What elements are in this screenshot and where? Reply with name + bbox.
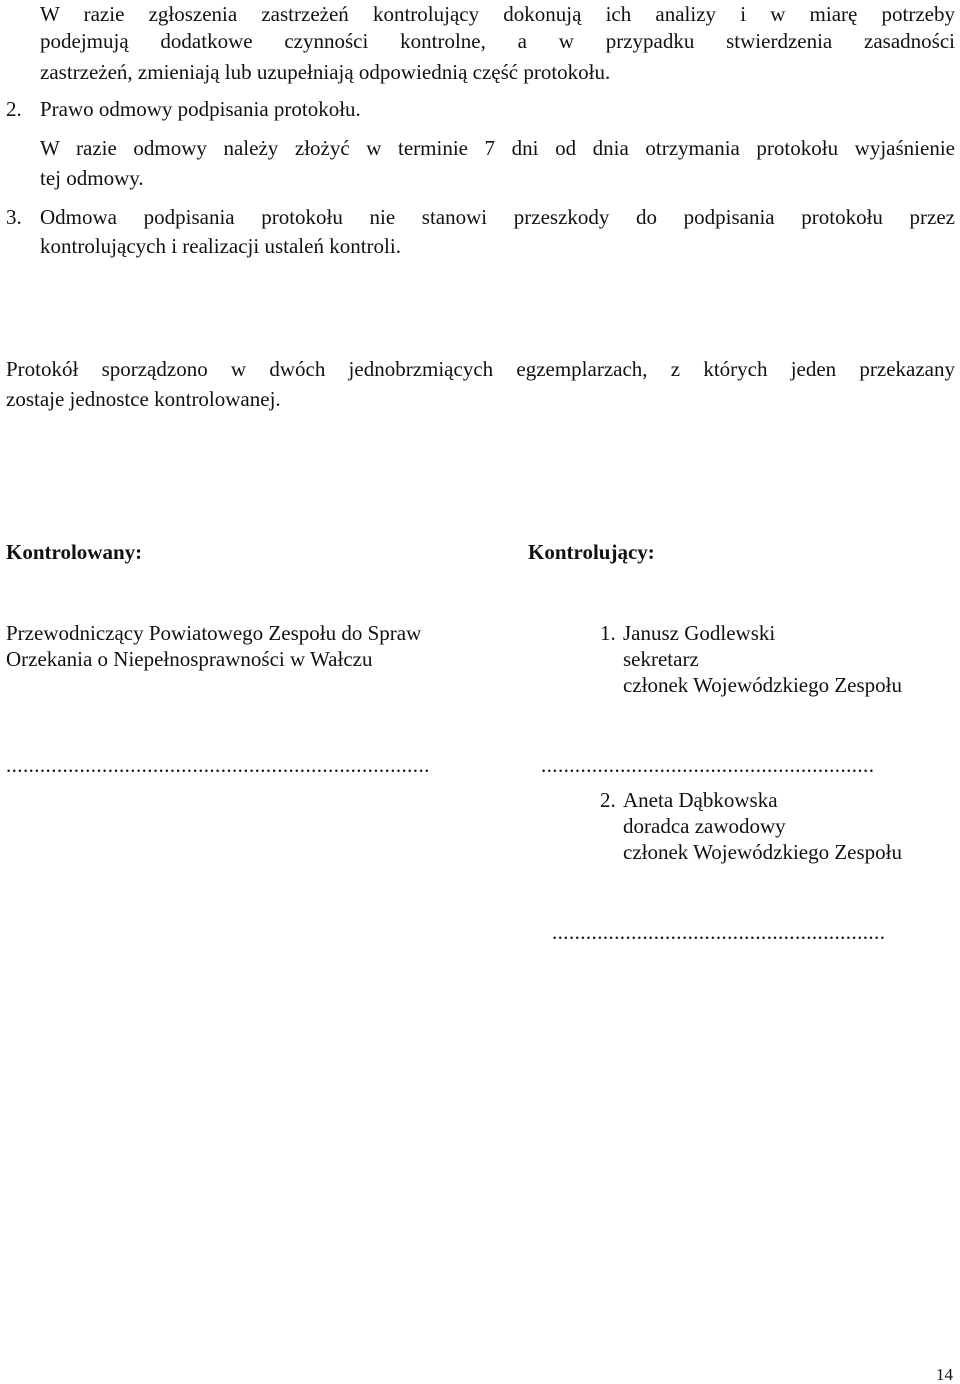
item-3-number: 3. <box>6 205 22 229</box>
intro-line-2: podejmują dodatkowe czynności kontrolne, a w przypadku stwierdzenia zasadności <box>40 29 955 53</box>
intro-line-3: zastrzeżeń, zmieniają lub uzupełniają odpowiednią część protokołu. <box>40 60 611 84</box>
item-2-body-line-1: W razie odmowy należy złożyć w terminie 7 dni od dnia otrzymania protokołu wyjaśnienie <box>40 136 955 160</box>
intro-line-1: W razie zgłoszenia zastrzeżeń kontrolujący dokonują ich analizy i w miarę potrzeby <box>40 2 955 26</box>
controlled-signature-line: ........................................................................... <box>6 753 430 777</box>
inspector-1-name: Janusz Godlewski <box>623 621 776 645</box>
item-2-number: 2. <box>6 97 22 121</box>
inspector-1-number: 1. <box>600 621 616 645</box>
inspector-1-signature-line: ........................................................... <box>541 753 875 777</box>
closing-line-1: Protokół sporządzono w dwóch jednobrzmiących egzemplarzach, z których jeden przekazany <box>6 357 955 381</box>
inspector-2-signature-line: ........................................................... <box>552 920 886 944</box>
inspector-2-number: 2. <box>600 788 616 812</box>
item-3-line-1: Odmowa podpisania protokołu nie stanowi przeszkody do podpisania protokołu przez <box>40 205 955 229</box>
item-2-title: Prawo odmowy podpisania protokołu. <box>40 97 361 121</box>
item-2-body-line-2: tej odmowy. <box>40 166 144 190</box>
inspector-1-role: sekretarz <box>623 647 699 671</box>
inspector-2-role: doradca zawodowy <box>623 814 786 838</box>
inspector-2-name: Aneta Dąbkowska <box>623 788 778 812</box>
controlled-heading: Kontrolowany: <box>6 540 143 564</box>
page-number: 14 <box>936 1365 953 1384</box>
inspector-2-member: członek Wojewódzkiego Zespołu <box>623 840 903 864</box>
closing-line-2: zostaje jednostce kontrolowanej. <box>6 387 281 411</box>
controlled-name-line-1: Przewodniczący Powiatowego Zespołu do Spraw <box>6 621 422 645</box>
item-3-line-2: kontrolujących i realizacji ustaleń kontroli. <box>40 234 401 258</box>
inspector-1-member: członek Wojewódzkiego Zespołu <box>623 673 903 697</box>
inspectors-heading: Kontrolujący: <box>528 540 655 564</box>
controlled-name-line-2: Orzekania o Niepełnosprawności w Wałczu <box>6 647 373 671</box>
